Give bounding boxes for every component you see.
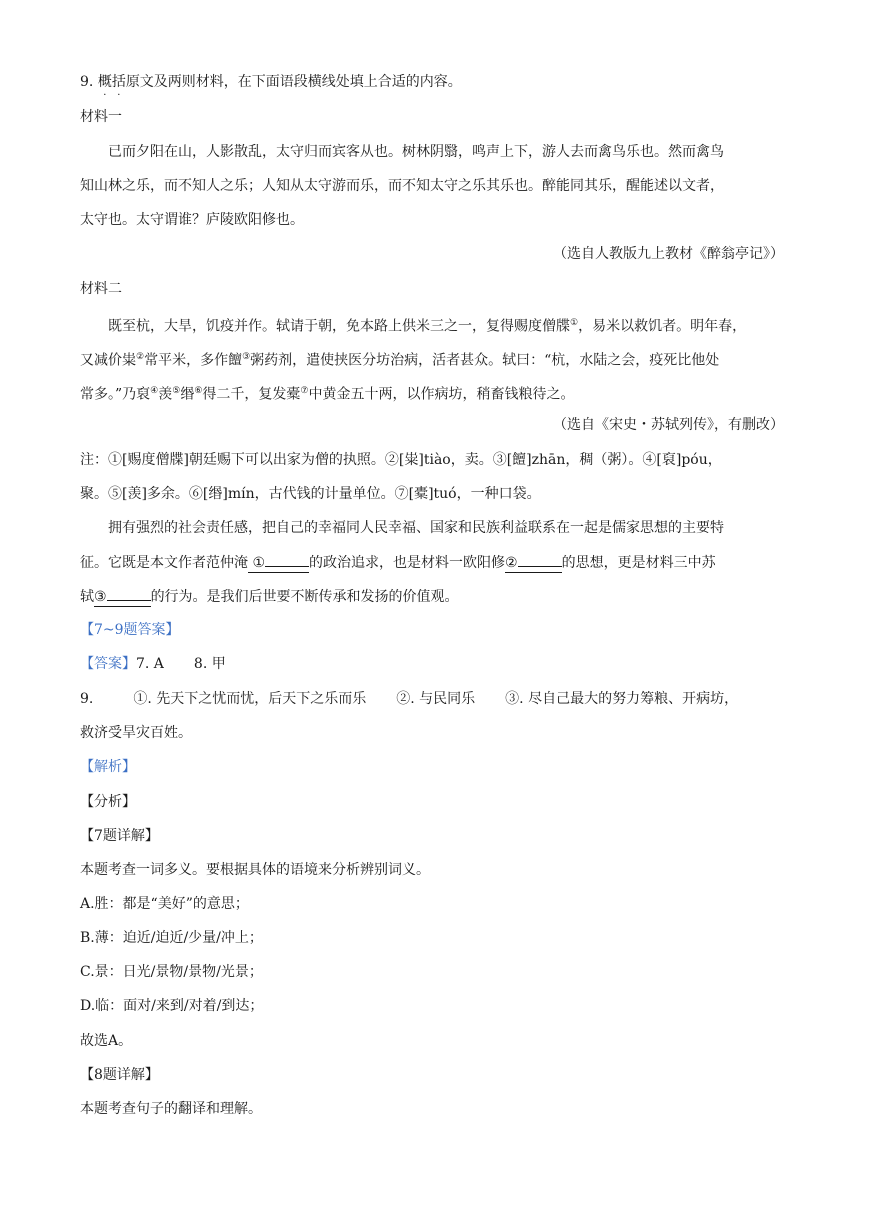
fill-paragraph-line: 拥有强烈的社会责任感，把自己的幸福同人民幸福、国家和民族利益联系在一起是儒家思想的主要特 [108, 520, 724, 536]
option-a: A.胜：都是“美好”的意思； [80, 896, 249, 912]
answer-tag: 【答案】 [80, 656, 136, 672]
footnote-mark: ⑦ [300, 386, 309, 396]
material-1-line: 已而夕阳在山，人影散乱，太守归而宾客从也。树林阴翳，鸣声上下，游人去而禽鸟乐也。然而禽鸟 [108, 144, 724, 160]
footnote-mark: ① [570, 318, 579, 328]
footnote-mark: ③ [242, 352, 251, 362]
answer-9-line: 救济受旱灾百姓。 [80, 725, 192, 741]
notes-line: 注：①[赐度僧牒]朝廷赐下可以出家为僧的执照。②[粜]tiào，卖。③[饘]zhān，稠（粥）。④[裒]póu， [80, 452, 722, 468]
option-c: C.景：日光/景物/景物/光景； [80, 964, 263, 980]
detail-8-header: 【8题详解】 [80, 1067, 159, 1083]
analysis-header: 【解析】 [80, 759, 136, 775]
question-9-prompt [80, 72, 462, 92]
material-1-label: 材料一 [80, 109, 122, 125]
answer-9-line: 9. ①. 先天下之忧而忧，后天下之乐而乐 ②. 与民同乐 ③. 尽自己最大的努力筹粮、开病坊， [80, 691, 739, 707]
detail-8-intro: 本题考查句子的翻译和理解。 [80, 1101, 262, 1117]
blank-2[interactable]: ② [505, 552, 562, 573]
detail-7-intro: 本题考查一词多义。要根据具体的语境来分析辨别词义。 [80, 862, 430, 878]
option-d: D.临：面对/来到/对着/到达； [80, 998, 264, 1014]
answer-line: 【答案】7. A 8. 甲 [80, 656, 226, 672]
blank-1[interactable]: ① [248, 552, 309, 573]
material-2-label: 材料二 [80, 281, 122, 297]
question-number: 9. [80, 74, 94, 90]
notes-line: 聚。⑤[羡]多余。⑥[缗]mín，古代钱的计量单位。⑦[橐]tuó，一种口袋。 [80, 486, 541, 502]
analysis-subheader: 【分析】 [80, 794, 136, 810]
material-1-line: 知山林之乐，而不知人之乐；人知从太守游而乐，而不知太守之乐其乐也。醉能同其乐，醒能述以文者， [80, 178, 724, 194]
blank-3[interactable]: ③ [94, 586, 151, 607]
material-1-line: 太守也。太守谓谁？庐陵欧阳修也。 [80, 212, 304, 228]
answer-section-header: 【7~9题答案】 [80, 622, 180, 638]
footnote-mark: ⑥ [194, 386, 203, 396]
choice-line: 故选A。 [80, 1033, 133, 1049]
material-2-line: 又减价粜②常平米，多作饘③粥药剂，遣使挟医分坊治病，活者甚众。轼曰：“杭，水陆之会，疫死比他处 [80, 352, 720, 369]
prompt-text: 原文及两则材料，在下面语段横线处填上合适的内容。 [125, 74, 462, 90]
detail-7-header: 【7题详解】 [80, 828, 159, 844]
option-b: B.薄：迫近/迫近/少量/冲上； [80, 930, 263, 946]
emphasis-char: 括 [111, 74, 126, 90]
emphasis-char: 概 [97, 74, 112, 90]
fill-paragraph-line: 征。它既是本文作者范仲淹 ① 的政治追求，也是材料一欧阳修② 的思想，更是材料三中苏 [80, 552, 716, 573]
footnote-mark: ② [136, 352, 145, 362]
material-2-source: （选自《宋史・苏轼列传》，有删改） [553, 417, 784, 433]
fill-paragraph-line: 轼③ 的行为。是我们后世要不断传承和发扬的价值观。 [80, 586, 459, 607]
material-2-line: 常多。”乃裒④羡⑤缗⑥得二千，复发橐⑦中黄金五十两，以作病坊，稍畜钱粮待之。 [80, 386, 575, 403]
material-1-source: （选自人教版九上教材《醉翁亭记》） [553, 246, 784, 262]
material-2-line: 既至杭，大旱，饥疫并作。轼请于朝，免本路上供米三之一，复得赐度僧牒①，易米以救饥者。明年春， [108, 318, 747, 335]
footnote-mark: ⑤ [172, 386, 181, 396]
footnote-mark: ④ [150, 386, 159, 396]
